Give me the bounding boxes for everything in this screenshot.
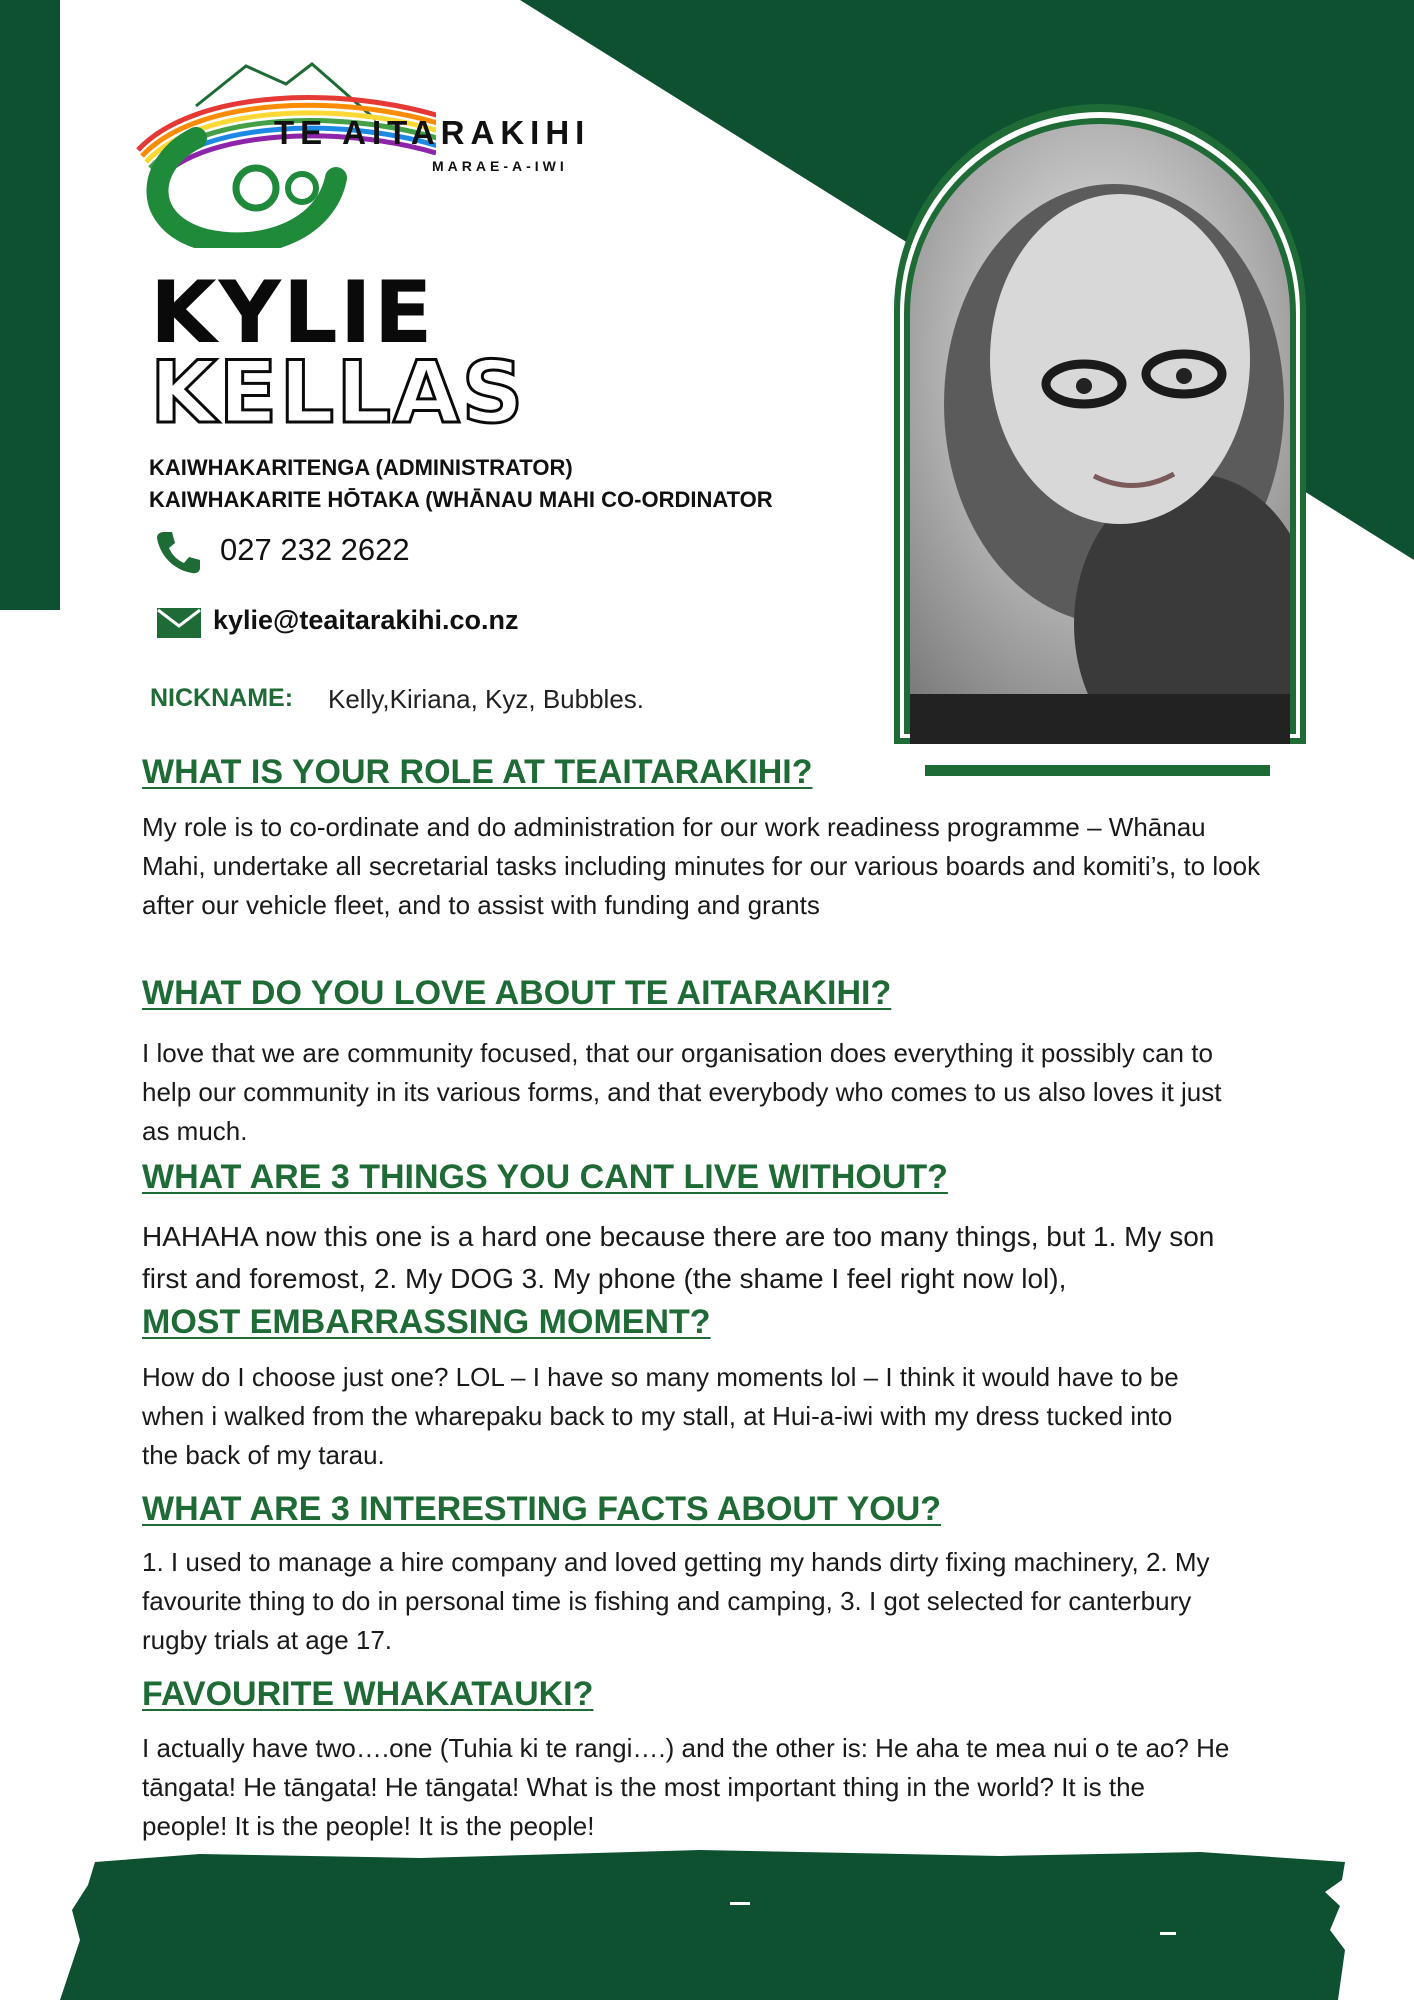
profile-photo xyxy=(894,104,1306,744)
role-line: KAIWHAKARITE HŌTAKA (WHĀNAU MAHI CO-ORDINATOR xyxy=(149,487,773,512)
photo-underline-bar xyxy=(925,765,1270,776)
logo-emblem-icon xyxy=(136,58,436,248)
logo xyxy=(136,58,656,248)
nickname-label: NICKNAME: xyxy=(150,684,294,712)
logo-subtitle: MARAE-A-IWI xyxy=(432,158,568,174)
first-name: KYLIE xyxy=(150,263,435,363)
section-body-three-things: HAHAHA now this one is a hard one because there are too many things, but 1. My son first and foremost, 2. My DOG 3. My phone (the shame I feel right now lol), xyxy=(142,1221,1215,1294)
logo-title: TE AITARAKIHI xyxy=(274,114,591,151)
section-body-facts: 1. I used to manage a hire company and loved getting my hands dirty fixing machinery, 2. My favourite thing to do in personal time is fishing and camping, 3. I got selected for canterbury rugby trials at age 17. xyxy=(142,1547,1210,1655)
role-line: KAIWHAKARITENGA (ADMINISTRATOR) xyxy=(149,455,573,480)
section-body-whakatauki: I actually have two….one (Tuhia ki te rangi….) and the other is: He aha te mea nui o te ao? He tāngata! He tāngata! He tāngata! What is the most important thing in the world? It is the people! It is the people! It is the people! xyxy=(142,1733,1230,1841)
section-heading-role: WHAT IS YOUR ROLE AT TEAITARAKIHI? xyxy=(142,753,813,791)
email-address[interactable]: kylie@teaitarakihi.co.nz xyxy=(213,605,519,635)
phone-number[interactable]: 027 232 2622 xyxy=(220,532,410,567)
section-heading-facts: WHAT ARE 3 INTERESTING FACTS ABOUT YOU? xyxy=(142,1490,942,1528)
section-body-embarrassing: How do I choose just one? LOL – I have so many moments lol – I think it would have to be when i walked from the wharepaku back to my stall, at Hui-a-iwi with my dress tucked into the back of my tarau. xyxy=(142,1362,1179,1470)
last-name: KELLAS xyxy=(150,343,526,443)
nickname-value: Kelly,Kiriana, Kyz, Bubbles. xyxy=(328,684,644,714)
phone-icon xyxy=(154,530,202,574)
bottom-brush-stroke xyxy=(0,1840,1414,2000)
section-heading-three-things: WHAT ARE 3 THINGS YOU CANT LIVE WITHOUT? xyxy=(142,1158,948,1196)
section-body-love: I love that we are community focused, that our organisation does everything it possibly can to help our community in its various forms, and that everybody who comes to us also loves it just as much. xyxy=(142,1038,1222,1146)
section-heading-love: WHAT DO YOU LOVE ABOUT TE AITARAKIHI? xyxy=(142,974,892,1012)
section-heading-whakatauki: FAVOURITE WHAKATAUKI? xyxy=(142,1675,594,1713)
section-heading-embarrassing: MOST EMBARRASSING MOMENT? xyxy=(142,1303,711,1341)
mail-icon xyxy=(156,606,202,640)
section-body-role: My role is to co-ordinate and do administration for our work readiness programme – Whānau Mahi, undertake all secretarial tasks including minutes for our various boards and komiti’s, to look after our vehicle fleet, and to assist with funding and grants xyxy=(142,812,1261,920)
